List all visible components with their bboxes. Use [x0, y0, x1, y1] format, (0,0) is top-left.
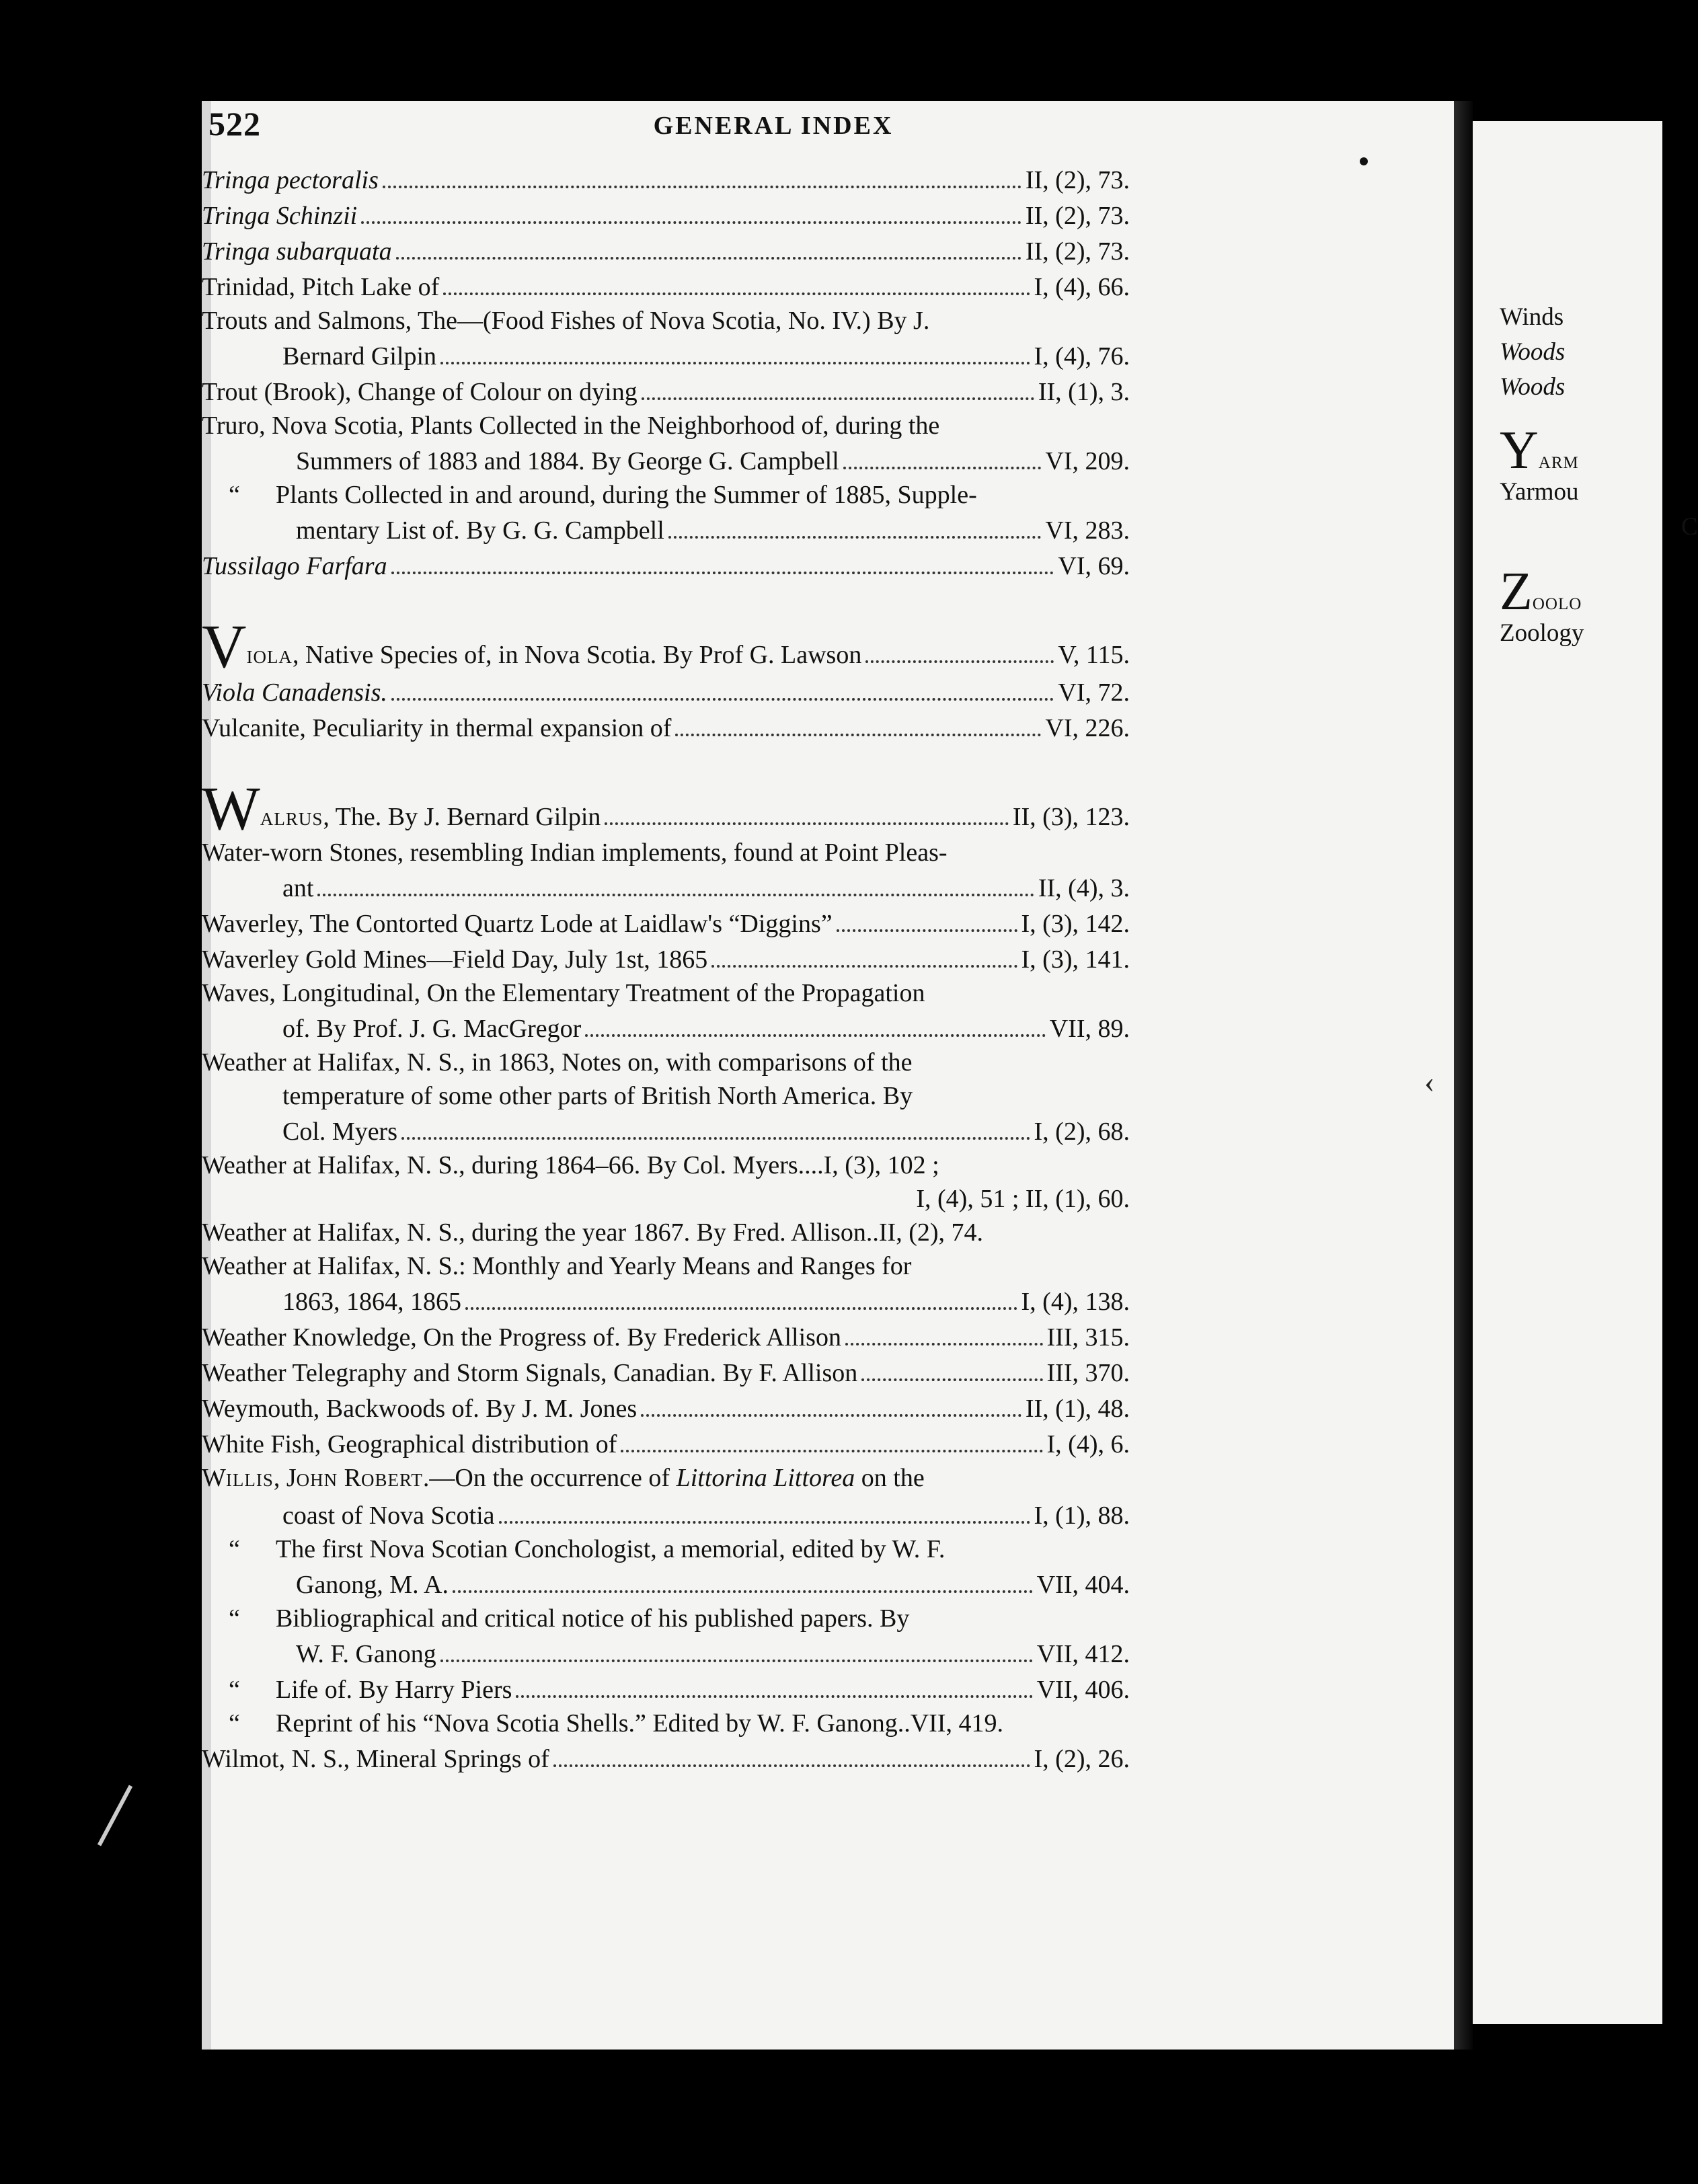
dot-leader: [516, 1671, 1032, 1698]
dot-leader: [675, 709, 1041, 736]
facing-line-3: Woods: [1500, 373, 1566, 401]
facing-line-4: [1500, 421, 1579, 480]
entry-title: Summers of 1883 and 1884. By George G. Campbell: [296, 447, 839, 475]
entry-title: Waverley Gold Mines—Field Day, July 1st, 1865: [202, 945, 708, 974]
index-entry: [202, 1216, 1130, 1249]
entry-text: [276, 1707, 1003, 1740]
dot-leader: [843, 442, 1042, 469]
entry-reference: I, (4), 138.: [1021, 1288, 1130, 1316]
name-smallcaps: OBERT: [361, 1470, 423, 1490]
book-gutter: [1454, 101, 1473, 2050]
entry-reference: II, (1), 3.: [1038, 378, 1130, 406]
entry-title: White Fish, Geographical distribution of: [202, 1430, 617, 1458]
entry-reference: V, 115.: [1058, 641, 1130, 669]
entry-title: Weather at Halifax, N. S., during 1864–66. By Col. Myers....I, (3), 102 ;: [202, 1151, 939, 1179]
dot-leader: [845, 1319, 1043, 1346]
entry-text: [202, 1148, 939, 1182]
ditto-mark: “: [229, 481, 240, 509]
index-entry: [202, 338, 1130, 373]
entry-text: [282, 340, 436, 373]
scan-caret-mark: ‹: [1424, 1064, 1435, 1099]
entry-title: Tringa subarquata: [202, 237, 392, 266]
ditto-mark: “: [229, 1604, 240, 1633]
index-entry: [202, 442, 1130, 478]
dot-leader: [391, 674, 1054, 701]
index-entry: [202, 1602, 1130, 1635]
entry-title: Trout (Brook), Change of Colour on dying: [202, 378, 638, 406]
index-entry: [202, 197, 1130, 233]
entry-text: [202, 907, 833, 941]
index-entry: [202, 976, 1130, 1010]
entry-text: [276, 1532, 945, 1566]
entry-reference: VII, 412.: [1036, 1640, 1130, 1668]
entry-text: [202, 836, 948, 869]
heading-smallcaps: ALRUS: [260, 809, 323, 829]
entry-title: W. F. Ganong: [296, 1640, 436, 1668]
index-entry: [202, 1148, 1130, 1182]
entry-text: [202, 235, 392, 268]
entry-reference: I, (4), 66.: [1034, 273, 1130, 301]
entry-reference: VII, 89.: [1049, 1015, 1130, 1043]
entry-title: mentary List of. By G. G. Campbell: [296, 516, 664, 545]
entry-title: Weather at Halifax, N. S.: Monthly and Yearly Means and Ranges for: [202, 1252, 912, 1280]
entry-title: Weather Knowledge, On the Progress of. By Frederick Allison: [202, 1323, 841, 1352]
entry-title: , The. By J. Bernard Gilpin: [323, 803, 601, 831]
index-entry: [202, 905, 1130, 941]
index-entry: [202, 1497, 1130, 1532]
entry-title: , Native Species of, in Nova Scotia. By Prof G. Lawson: [292, 641, 862, 669]
entry-reference: I, (4), 51 ; II, (1), 60.: [916, 1185, 1130, 1213]
entry-title: Trinidad, Pitch Lake of: [202, 273, 440, 301]
facing-smallcaps-2: OOLO: [1532, 595, 1582, 613]
entry-title: Weather at Halifax, N. S., during the year 1867. By Fred. Allison..II, (2), 74.: [202, 1218, 984, 1247]
entry-text: [296, 444, 839, 478]
ink-spot: [1360, 157, 1368, 165]
entry-text: [202, 676, 387, 709]
name-smallcaps: OHN: [296, 1470, 338, 1490]
dot-leader: [317, 869, 1034, 896]
facing-line-7: [1500, 562, 1582, 621]
index-entry: [202, 1046, 1130, 1079]
entry-text: [202, 409, 939, 442]
index-entry: [202, 1635, 1130, 1671]
entry-title: Viola Canadensis.: [202, 678, 387, 707]
index-entry: [202, 1740, 1130, 1776]
dot-leader: [641, 1390, 1021, 1417]
entry-text-part: —On the occurrence of: [429, 1464, 670, 1492]
entry-title: Wilmot, N. S., Mineral Springs of: [202, 1745, 549, 1773]
dot-leader: [396, 233, 1021, 260]
entry-text: [202, 1046, 913, 1079]
running-head: GENERAL INDEX: [653, 112, 894, 140]
section-gap: [202, 745, 1130, 788]
entry-text: [202, 1249, 911, 1283]
heading-smallcaps: IOLA: [246, 647, 293, 667]
name-initial: J: [286, 1464, 297, 1492]
index-entry: [202, 268, 1130, 304]
index-entry: [202, 478, 1130, 512]
entry-text: [202, 549, 387, 583]
facing-line-6: C: [1681, 513, 1698, 541]
dot-leader: [383, 161, 1021, 188]
ditto-mark: “: [229, 1535, 240, 1563]
ditto-mark: “: [229, 1676, 240, 1704]
entry-reference: VII, 404.: [1036, 1571, 1130, 1599]
facing-line-8: Zoology: [1500, 619, 1584, 647]
index-entry: [202, 1390, 1130, 1426]
entry-reference: II, (1), 48.: [1025, 1395, 1130, 1423]
entry-reference: III, 370.: [1046, 1359, 1130, 1387]
entry-title: Plants Collected in and around, during the Summer of 1885, Supple-: [276, 481, 977, 509]
facing-line-2: Woods: [1500, 338, 1566, 366]
entry-title: Water-worn Stones, resembling Indian implements, found at Point Pleas-: [202, 838, 948, 867]
entry-title: Trouts and Salmons, The—(Food Fishes of Nova Scotia, No. IV.) By J.: [202, 307, 930, 335]
entry-title: Tussilago Farfara: [202, 552, 387, 580]
dot-leader: [443, 268, 1030, 295]
entry-title: Weymouth, Backwoods of. By J. M. Jones: [202, 1395, 638, 1423]
drop-initial: W: [202, 774, 260, 843]
entry-title: Ganong, M. A.: [296, 1571, 449, 1599]
entry-text: [202, 1392, 637, 1426]
entry-text: [202, 199, 357, 233]
entry-reference: I, (2), 68.: [1034, 1118, 1130, 1146]
dot-leader: [499, 1497, 1030, 1524]
drop-initial: V: [202, 612, 247, 680]
entry-text: [282, 1012, 581, 1046]
entry-text: WILLIS, JOHN ROBERT.—On the occurrence of Littorina Littorea on the: [202, 1464, 925, 1492]
entry-reference: VI, 69.: [1058, 552, 1130, 580]
index-entry: [202, 1113, 1130, 1148]
name-initial: R: [344, 1464, 362, 1492]
dot-leader: [361, 197, 1021, 224]
entry-text: [202, 1216, 983, 1249]
entry-reference: II, (2), 73.: [1025, 202, 1130, 230]
entry-italic-title: Littorina Littorea: [676, 1464, 855, 1492]
entry-title: Weather at Halifax, N. S., in 1863, Notes on, with comparisons of the: [202, 1048, 913, 1077]
entry-title: coast of Nova Scotia: [282, 1502, 495, 1530]
dot-leader: [711, 941, 1017, 968]
entry-title: Waverley, The Contorted Quartz Lode at Laidlaw's “Diggins”: [202, 910, 833, 938]
dot-leader: [553, 1740, 1030, 1767]
entry-text: [282, 871, 313, 905]
entry-title: The first Nova Scotian Conchologist, a memorial, edited by W. F.: [276, 1535, 946, 1563]
dot-leader: [668, 512, 1042, 539]
entry-title: Weather Telegraphy and Storm Signals, Canadian. By F. Allison: [202, 1359, 858, 1387]
index-entry: [202, 774, 1130, 843]
entry-reference: II, (2), 73.: [1025, 237, 1130, 266]
index-entry: [202, 1532, 1130, 1566]
index-entries: [202, 161, 1130, 1776]
dot-leader: [605, 798, 1008, 825]
entry-reference: VII, 406.: [1036, 1676, 1130, 1704]
entry-reference: I, (3), 141.: [1021, 945, 1130, 974]
index-entry: [202, 1182, 1130, 1216]
facing-drop-y: Y: [1500, 421, 1539, 480]
entry-title: Life of. By Harry Piers: [276, 1676, 512, 1704]
entry-title: Tringa Schinzii: [202, 202, 358, 230]
index-entry: [202, 1566, 1130, 1602]
entry-reference: I, (3), 142.: [1021, 910, 1130, 938]
entry-reference: I, (4), 6.: [1046, 1430, 1130, 1458]
entry-text: [282, 1115, 397, 1148]
dot-leader: [440, 338, 1030, 364]
dot-leader: [865, 636, 1054, 663]
dot-leader: [391, 547, 1054, 574]
entry-reference: VI, 72.: [1058, 678, 1130, 707]
entry-reference: VI, 209.: [1045, 447, 1130, 475]
dot-leader: [861, 1354, 1042, 1381]
dot-leader: [465, 1283, 1017, 1310]
index-entry: [202, 941, 1130, 976]
entry-title: 1863, 1864, 1865: [282, 1288, 461, 1316]
index-entry: [202, 304, 1130, 338]
entry-text: [296, 514, 664, 547]
entry-title: Tringa pectoralis: [202, 166, 379, 194]
entry-text: [276, 1602, 909, 1635]
entry-title: Col. Myers: [282, 1118, 397, 1146]
entry-text: [276, 478, 977, 512]
name-initial: W: [202, 1464, 226, 1492]
index-entry: [202, 1671, 1130, 1707]
dot-leader: [837, 905, 1017, 932]
index-entry: [202, 1319, 1130, 1354]
index-entry: [202, 1461, 1130, 1497]
entry-title: Waves, Longitudinal, On the Elementary Treatment of the Propagation: [202, 979, 925, 1007]
entry-title: Truro, Nova Scotia, Plants Collected in the Neighborhood of, during the: [202, 412, 940, 440]
entry-text: [202, 270, 439, 304]
index-entry: [202, 1010, 1130, 1046]
index-entry: [202, 409, 1130, 442]
entry-reference: I, (1), 88.: [1034, 1502, 1130, 1530]
index-entry: [202, 674, 1130, 709]
entry-text: [202, 1428, 617, 1461]
dot-leader: [585, 1010, 1045, 1037]
entry-title: Bibliographical and critical notice of his published papers. By: [276, 1604, 910, 1633]
entry-title: ant: [282, 874, 314, 902]
entry-title: Bernard Gilpin: [282, 342, 437, 370]
dot-leader: [621, 1426, 1042, 1452]
entry-text: [202, 375, 638, 409]
entry-reference: I, (2), 26.: [1034, 1745, 1130, 1773]
entry-text: [202, 612, 862, 680]
dot-leader: [440, 1635, 1033, 1662]
entry-title: of. By Prof. J. G. MacGregor: [282, 1015, 582, 1043]
entry-text: [202, 943, 707, 976]
entry-text: [202, 976, 925, 1010]
entry-text: [296, 1637, 436, 1671]
dot-leader: [401, 1113, 1030, 1140]
index-entry: [202, 1283, 1130, 1319]
dot-leader: [453, 1566, 1033, 1593]
entry-reference: II, (3), 123.: [1012, 803, 1130, 831]
entry-text: [202, 1321, 841, 1354]
entry-text: [282, 1285, 461, 1319]
ditto-mark: “: [229, 1709, 240, 1738]
entry-text: [282, 1499, 495, 1532]
index-entry: [202, 869, 1130, 905]
entry-text: [202, 1742, 549, 1776]
page-number: 522: [208, 105, 261, 143]
index-entry: [202, 709, 1130, 745]
index-entry: [202, 1354, 1130, 1390]
index-entry: [202, 1426, 1130, 1461]
entry-title: Reprint of his “Nova Scotia Shells.” Edited by W. F. Ganong..VII, 419.: [276, 1709, 1003, 1738]
entry-text: [202, 711, 671, 745]
index-entry: [202, 836, 1130, 869]
facing-drop-z: Z: [1500, 562, 1533, 621]
section-gap: [202, 583, 1130, 626]
name-smallcaps: ILLIS: [225, 1470, 274, 1490]
index-entry: [202, 161, 1130, 197]
index-entry: [202, 612, 1130, 680]
entry-reference: VI, 283.: [1045, 516, 1130, 545]
entry-text: [202, 304, 929, 338]
index-entry: [202, 1079, 1130, 1113]
index-entry: [202, 1707, 1130, 1740]
entry-text-part: on the: [861, 1464, 925, 1492]
entry-text: [202, 163, 379, 197]
entry-text: [276, 1673, 512, 1707]
dot-leader: [642, 373, 1034, 400]
entry-text: [202, 774, 601, 843]
facing-smallcaps-1: ARM: [1538, 454, 1579, 472]
entry-reference: I, (4), 76.: [1034, 342, 1130, 370]
entry-text: [282, 1079, 913, 1113]
scan-artifact: [98, 1785, 132, 1846]
entry-reference: III, 315.: [1046, 1323, 1130, 1352]
entry-reference: VI, 226.: [1045, 714, 1130, 742]
index-entry: [202, 233, 1130, 268]
entry-text: [296, 1568, 449, 1602]
entry-title: Vulcanite, Peculiarity in thermal expansion of: [202, 714, 672, 742]
entry-reference: II, (4), 3.: [1038, 874, 1130, 902]
facing-line-5: Yarmou: [1500, 478, 1579, 506]
index-entry: [202, 512, 1130, 547]
entry-reference: II, (2), 73.: [1025, 166, 1130, 194]
facing-page-edge: [1473, 121, 1698, 2024]
index-entry: [202, 1249, 1130, 1283]
index-entry: [202, 373, 1130, 409]
index-entry: [202, 547, 1130, 583]
facing-line-1: Winds: [1500, 303, 1564, 331]
entry-title: temperature of some other parts of British North America. By: [282, 1082, 913, 1110]
entry-text: [202, 1356, 857, 1390]
